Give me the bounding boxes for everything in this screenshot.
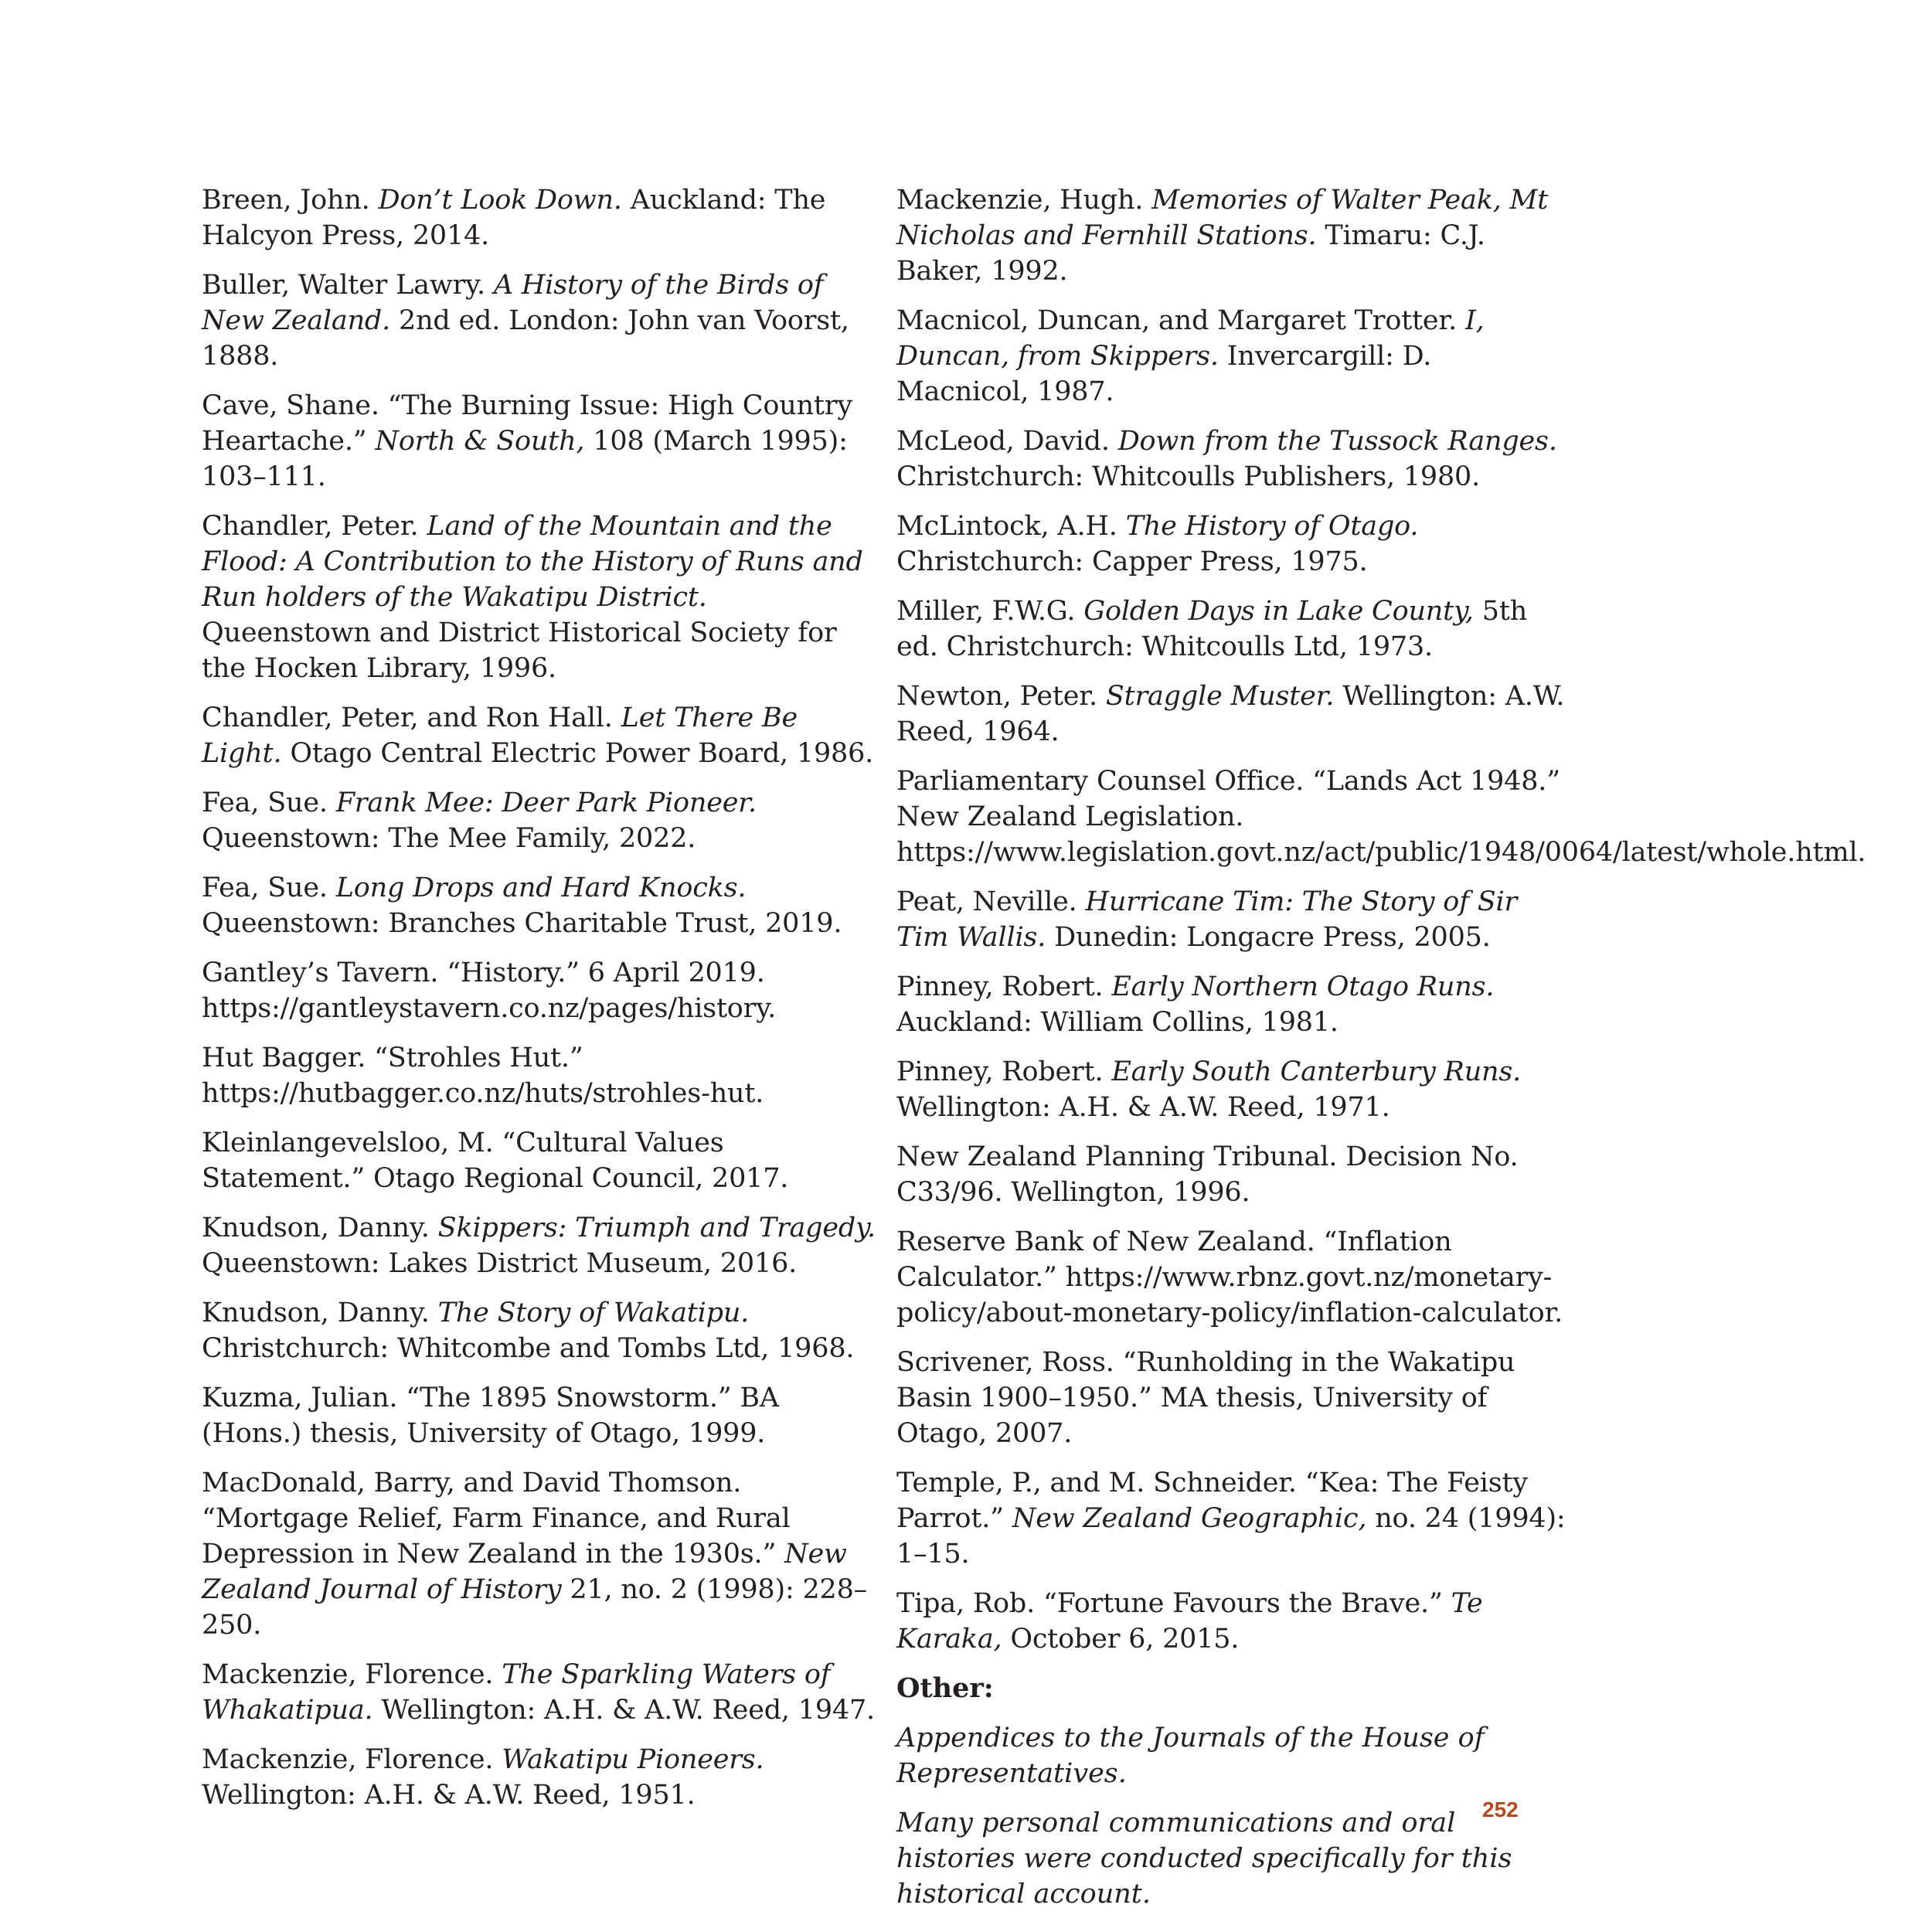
bibliography-entry xyxy=(202,1465,882,1643)
bibliography-entry xyxy=(896,884,1569,955)
entry-publication: Auckland: William Collins, 1981. xyxy=(896,1007,1338,1038)
bibliography-right-column xyxy=(896,182,1866,1926)
entry-title: Don’t Look Down. xyxy=(378,185,622,216)
entry-publication: 5th ed. Christchurch: Whitcoulls Ltd, 1973. xyxy=(896,596,1528,662)
entry-title: Straggle Muster. xyxy=(1105,681,1335,712)
entry-title: Let There Be Light. xyxy=(202,702,798,769)
entry-author: Hut Bagger. “Strohles Hut.” https://hutbagger.co.nz/huts/strohles-hut. xyxy=(202,1043,764,1109)
entry-author: Knudson, Danny. xyxy=(202,1213,430,1243)
bibliography-entry xyxy=(896,1054,1569,1125)
entry-title: Land of the Mountain and the Flood: A Contribution to the History of Runs and Run holders of the Wakatipu District. xyxy=(202,511,863,613)
entry-publication: Otago Central Electric Power Board, 1986. xyxy=(290,738,874,769)
entry-publication: Wellington: A.H. & A.W. Reed, 1947. xyxy=(381,1695,875,1726)
bibliography-entry xyxy=(202,182,882,253)
entry-publication: Wellington: A.H. & A.W. Reed, 1951. xyxy=(202,1780,696,1811)
bibliography-entry xyxy=(896,182,1569,289)
entry-author: Temple, P., and M. Schneider. “Kea: The Feisty Parrot.” xyxy=(896,1468,1528,1534)
bibliography-entry xyxy=(896,1586,1569,1657)
entry-publication: Auckland: The Halcyon Press, 2014. xyxy=(202,185,826,251)
entry-author: Chandler, Peter. xyxy=(202,511,419,542)
entry-author: Chandler, Peter, and Ron Hall. xyxy=(202,702,613,733)
entry-author: Mackenzie, Hugh. xyxy=(896,185,1144,216)
bibliography-entry xyxy=(202,1742,882,1813)
entry-author: Knudson, Danny. xyxy=(202,1298,430,1328)
entry-publication: Dunedin: Longacre Press, 2005. xyxy=(1054,922,1491,953)
entry-author: Tipa, Rob. “Fortune Favours the Brave.” xyxy=(896,1588,1443,1619)
entry-title: Golden Days in Lake County, xyxy=(1083,596,1474,627)
entry-publication: Christchurch: Whitcombe and Tombs Ltd, 1968. xyxy=(202,1333,855,1364)
bibliography-left-column xyxy=(202,182,882,1827)
entry-publication: October 6, 2015. xyxy=(1010,1624,1240,1655)
entry-publication: Timaru: C.J. Baker, 1992. xyxy=(896,220,1485,287)
entry-author: Newton, Peter. xyxy=(896,681,1097,712)
entry-publication: Christchurch: Capper Press, 1975. xyxy=(896,546,1368,577)
other-note-appendices: Appendices to the Journals of the House of Representatives. xyxy=(896,1723,1485,1789)
other-heading: Other: xyxy=(896,1672,994,1704)
entry-title: A History of the Birds of New Zealand. xyxy=(202,270,824,336)
entry-author: Parliamentary Counsel Office. “Lands Act 1948.” New Zealand Legislation. https://www.legislation.govt.nz/act/public/1948/0064/latest/whole.html. xyxy=(896,766,1866,868)
bibliography-entry xyxy=(202,1125,882,1196)
bibliography-entry xyxy=(202,700,882,771)
entry-author: McLintock, A.H. xyxy=(896,511,1117,542)
entry-title: Frank Mee: Deer Park Pioneer. xyxy=(335,787,757,818)
entry-author: New Zealand Planning Tribunal. Decision No. C33/96. Wellington, 1996. xyxy=(896,1141,1519,1208)
bibliography-entry xyxy=(896,594,1569,665)
entry-title: Hurricane Tim: The Story of Sir Tim Wallis. xyxy=(896,886,1518,953)
entry-author: Miller, F.W.G. xyxy=(896,596,1076,627)
entry-publication: Wellington: A.H. & A.W. Reed, 1971. xyxy=(896,1092,1390,1123)
entry-title: Down from the Tussock Ranges. xyxy=(1117,426,1557,457)
page-number: 252 xyxy=(1482,1798,1519,1821)
entry-publication: 2nd ed. London: John van Voorst, 1888. xyxy=(202,305,849,372)
entry-author: Scrivener, Ross. “Runholding in the Wakatipu Basin 1900–1950.” MA thesis, University of Otago, 2007. xyxy=(896,1347,1515,1449)
entry-author: Peat, Neville. xyxy=(896,886,1077,917)
other-note-communications: Many personal communications and oral histories were conducted specifically for this historical account. xyxy=(896,1808,1512,1910)
entry-title: The Sparkling Waters of Whakatipua. xyxy=(202,1659,831,1726)
bibliography-entry xyxy=(202,509,882,686)
entry-author: Kleinlangevelsloo, M. “Cultural Values Statement.” Otago Regional Council, 2017. xyxy=(202,1128,789,1194)
entry-publication: Queenstown: The Mee Family, 2022. xyxy=(202,823,696,854)
entry-title: New Zealand Geographic, xyxy=(1012,1503,1367,1534)
bibliography-entry xyxy=(202,1657,882,1728)
entry-publication: Queenstown: Branches Charitable Trust, 2019. xyxy=(202,908,842,939)
entry-publication: Christchurch: Whitcoulls Publishers, 1980. xyxy=(896,461,1481,492)
entry-title: The Story of Wakatipu. xyxy=(437,1298,750,1328)
entry-title: Wakatipu Pioneers. xyxy=(502,1744,764,1775)
entry-author: Reserve Bank of New Zealand. “Inflation Calculator.” https://www.rbnz.govt.nz/monetary-policy/about-monetary-policy/inflation-calculator. xyxy=(896,1226,1563,1328)
entry-author: Kuzma, Julian. “The 1895 Snowstorm.” BA (Hons.) thesis, University of Otago, 1999. xyxy=(202,1383,780,1449)
bibliography-entry xyxy=(896,1465,1569,1572)
bibliography-entry xyxy=(896,679,1569,750)
entry-publication: Wellington: A.W. Reed, 1964. xyxy=(896,681,1565,747)
entry-publication: Queenstown and District Historical Society for the Hocken Library, 1996. xyxy=(202,617,837,684)
entry-publication: 108 (March 1995): 103–111. xyxy=(202,426,848,492)
bibliography-entry xyxy=(202,1040,882,1111)
bibliography-entry xyxy=(896,969,1569,1040)
entry-title: The History of Otago. xyxy=(1125,511,1419,542)
entry-author: Fea, Sue. xyxy=(202,787,328,818)
entry-publication: no. 24 (1994): 1–15. xyxy=(896,1503,1566,1570)
entry-author: Cave, Shane. “The Burning Issue: High Country Heartache.” xyxy=(202,390,852,457)
entry-title: Skippers: Triumph and Tragedy. xyxy=(437,1213,876,1243)
entry-title: New Zealand Journal of History xyxy=(202,1539,847,1605)
bibliography-entry xyxy=(202,1380,882,1451)
entry-publication: Invercargill: D. Macnicol, 1987. xyxy=(896,341,1432,407)
entry-title: Early Northern Otago Runs. xyxy=(1111,971,1495,1002)
bibliography-entry xyxy=(202,388,882,495)
entry-title: Memories of Walter Peak, Mt Nicholas and Fernhill Stations. xyxy=(896,185,1549,251)
entry-author: Pinney, Robert. xyxy=(896,971,1104,1002)
entry-author: McLeod, David. xyxy=(896,426,1110,457)
bibliography-entry xyxy=(202,1295,882,1366)
entry-author: Breen, John. xyxy=(202,185,370,216)
bibliography-entry xyxy=(896,1345,1569,1451)
entry-author: Mackenzie, Florence. xyxy=(202,1744,494,1775)
entry-publication: Queenstown: Lakes District Museum, 2016. xyxy=(202,1248,798,1279)
bibliography-entry xyxy=(896,423,1569,495)
entry-title: Te Karaka, xyxy=(896,1588,1483,1655)
bibliography-right-entries xyxy=(896,182,1866,1657)
entry-author: MacDonald, Barry, and David Thomson. “Mortgage Relief, Farm Finance, and Rural Depression in New Zealand in the 1930s.” xyxy=(202,1468,791,1570)
bibliography-entry xyxy=(202,1210,882,1281)
bibliography-entry xyxy=(202,870,882,941)
entry-author: Macnicol, Duncan, and Margaret Trotter. xyxy=(896,305,1458,336)
bibliography-entry xyxy=(896,764,1866,870)
entry-author: Buller, Walter Lawry. xyxy=(202,270,485,301)
entry-title: I, Duncan, from Skippers. xyxy=(896,305,1485,372)
entry-title: Early South Canterbury Runs. xyxy=(1111,1056,1522,1087)
entry-publication: 21, no. 2 (1998): 228–250. xyxy=(202,1574,867,1641)
bibliography-entry xyxy=(202,785,882,856)
bibliography-entry xyxy=(896,1139,1569,1210)
entry-author: Mackenzie, Florence. xyxy=(202,1659,494,1690)
bibliography-entry xyxy=(896,303,1569,410)
bibliography-entry xyxy=(202,955,882,1026)
bibliography-entry xyxy=(896,1224,1569,1331)
entry-author: Gantley’s Tavern. “History.” 6 April 2019. https://gantleystavern.co.nz/pages/history. xyxy=(202,957,777,1024)
entry-title: North & South, xyxy=(375,426,585,457)
entry-title: Long Drops and Hard Knocks. xyxy=(335,872,747,903)
entry-author: Fea, Sue. xyxy=(202,872,328,903)
bibliography-entry xyxy=(202,267,882,374)
entry-author: Pinney, Robert. xyxy=(896,1056,1104,1087)
bibliography-entry xyxy=(896,509,1569,580)
